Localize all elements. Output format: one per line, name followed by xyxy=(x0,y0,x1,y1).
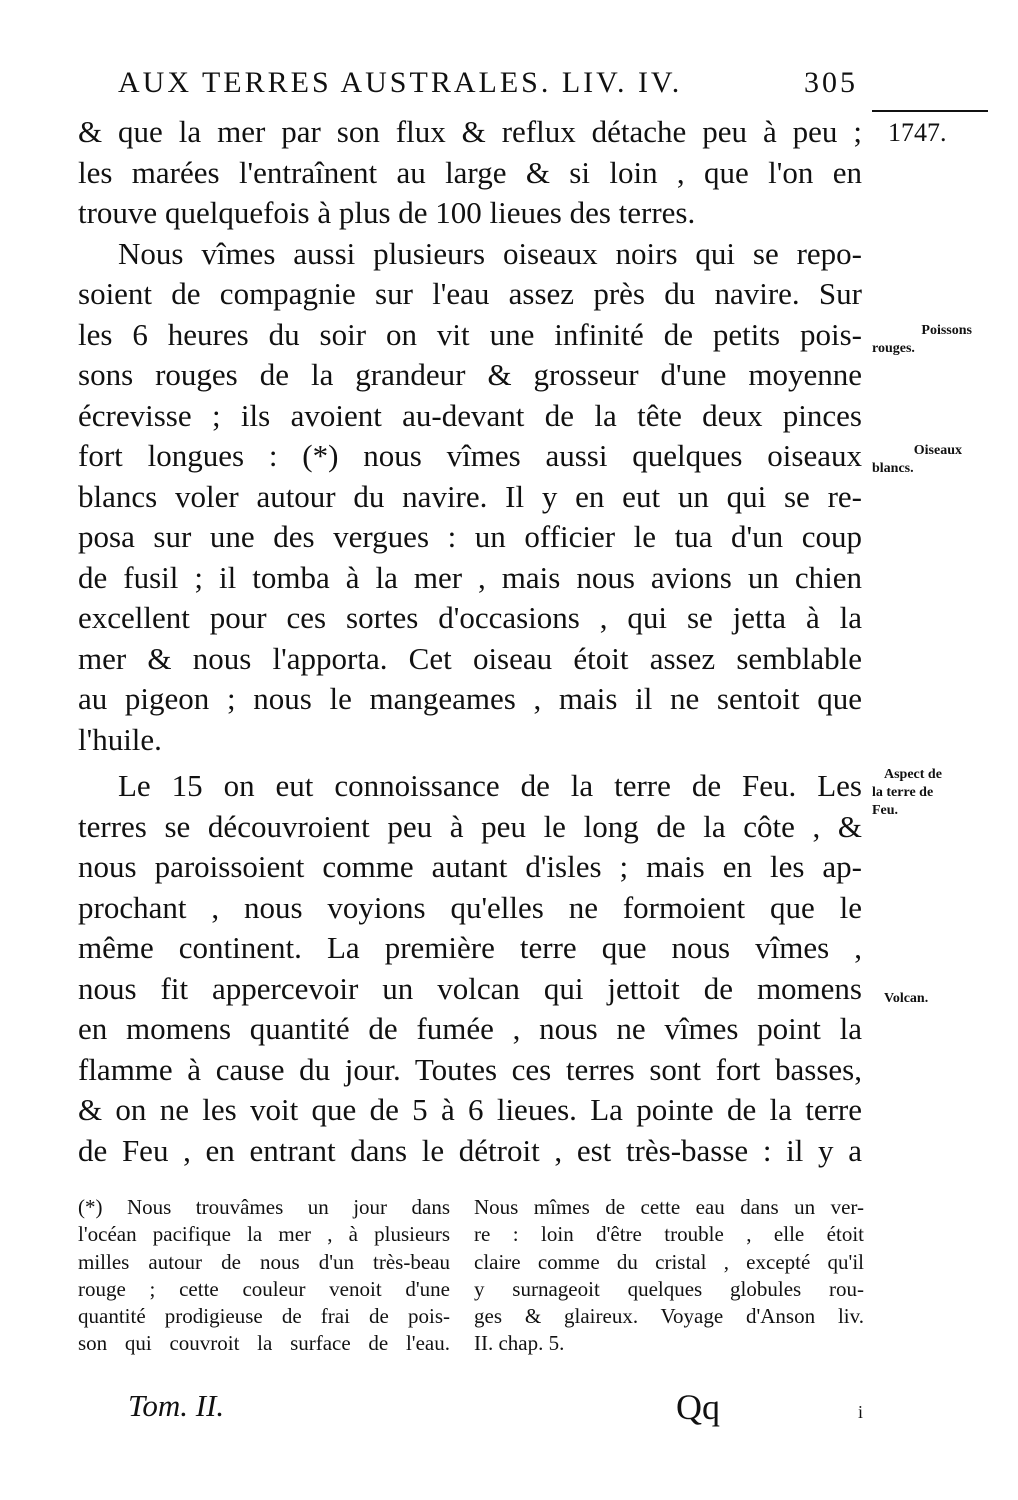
year-rule xyxy=(872,110,988,112)
running-title: AUX TERRES AUSTRALES. LIV. IV. xyxy=(118,66,683,99)
text-line: nous paroissoient comme autant d'isles ; mais en les ap- xyxy=(78,849,862,884)
text-line: & on ne les voit que de 5 à 6 lieues. La pointe de la terre xyxy=(78,1092,862,1127)
footnote-line: II. chap. 5. xyxy=(474,1331,565,1356)
text-line: même continent. La première terre que nous vîmes , xyxy=(78,930,862,965)
footnote-line: claire comme du cristal , excepté qu'il xyxy=(474,1249,864,1274)
footnote-line: ges & glaireux. Voyage d'Anson liv. xyxy=(474,1304,864,1329)
margin-note-line: Aspect de xyxy=(884,767,942,782)
footnote-line: (*) Nous trouvâmes un jour dans xyxy=(78,1195,450,1219)
text-line: de Feu , en entrant dans le détroit , est très-basse : il y a xyxy=(78,1132,862,1168)
text-line: fort longues : (*) nous vîmes aussi quelques oiseaux xyxy=(78,438,862,473)
margin-year: 1747. xyxy=(888,118,947,147)
footnote-line: milles autour de nous d'un très-beau xyxy=(78,1249,450,1274)
stray-mark: i xyxy=(858,1402,864,1422)
margin-note-line: la terre de xyxy=(872,785,934,800)
text-line: l'huile. xyxy=(78,721,162,757)
text-line: posa sur une des vergues : un officier le tua d'un coup xyxy=(78,519,862,554)
footnote-line: son qui couvroit la surface de l'eau. xyxy=(78,1331,450,1356)
footnote-line: rouge ; cette couleur venoit d'une xyxy=(78,1276,450,1301)
text-line: Nous vîmes aussi plusieurs oiseaux noirs qui se repo- xyxy=(118,235,862,271)
text-line: mer & nous l'apporta. Cet oiseau étoit assez semblable xyxy=(78,640,862,676)
footnote-line: l'océan pacifique la mer , à plusieurs xyxy=(78,1222,450,1247)
text-line: au pigeon ; nous le mangeames , mais il ne sentoit que xyxy=(78,681,862,716)
text-line: les marées l'entraînent au large & si loin , que l'on en xyxy=(78,154,862,190)
margin-note-line: rouges. xyxy=(872,341,915,356)
main-text xyxy=(78,112,862,1171)
text-line: Le 15 on eut connoissance de la terre de Feu. Les xyxy=(118,768,862,803)
text-line: & que la mer par son flux & reflux détache peu à peu ; xyxy=(78,114,862,149)
footnote-line: quantité prodigieuse de frai de pois- xyxy=(78,1304,450,1329)
margin-note-line: Volcan. xyxy=(884,991,929,1006)
text-line: en momens quantité de fumée , nous ne vîmes point la xyxy=(78,1011,862,1046)
margin-note-poissons xyxy=(872,322,972,358)
margin-note-aspect xyxy=(872,766,988,820)
page-number: 305 xyxy=(804,66,858,99)
margin-note-line: Oiseaux xyxy=(913,443,962,458)
gathering-mark: Qq xyxy=(676,1387,720,1427)
footnote-column-right xyxy=(474,1194,864,1358)
text-line: sons rouges de la grandeur & grosseur d'une moyenne xyxy=(78,357,862,392)
text-line: blancs voler autour du navire. Il y en eut un qui se re- xyxy=(78,478,862,514)
margin-note-oiseaux xyxy=(872,442,962,478)
text-line: soient de compagnie sur l'eau assez près du navire. Sur xyxy=(78,276,862,311)
footnote-line: Nous mîmes de cette eau dans un ver- xyxy=(474,1195,864,1219)
text-line: nous fit appercevoir un volcan qui jettoit de momens xyxy=(78,970,862,1006)
text-line: prochant , nous voyions qu'elles ne formoient que le xyxy=(78,889,862,925)
margin-note-line: Poissons xyxy=(921,323,972,338)
text-line: terres se découvroient peu à peu le long de la côte , & xyxy=(78,808,862,844)
margin-note-volcan xyxy=(884,990,974,1008)
signature-mark: Tom. II. xyxy=(128,1388,225,1423)
margin-note-line: Feu. xyxy=(872,803,899,818)
text-line: les 6 heures du soir on vit une infinité de petits pois- xyxy=(78,316,862,352)
text-line: écrevisse ; ils avoient au-devant de la tête deux pinces xyxy=(78,397,862,433)
footnote-column-left xyxy=(78,1194,450,1358)
text-line: flamme à cause du jour. Toutes ces terres sont fort basses, xyxy=(78,1051,862,1087)
margin-note-line: blancs. xyxy=(872,461,914,476)
footnote-line: re : loin d'être trouble , elle étoit xyxy=(474,1222,864,1247)
running-header xyxy=(118,66,858,110)
footnote-line: y surnageoit quelques globules rou- xyxy=(474,1276,864,1301)
text-line: trouve quelquefois à plus de 100 lieues des terres. xyxy=(78,195,696,230)
text-line: de fusil ; il tomba à la mer , mais nous avions un chien xyxy=(78,559,862,595)
text-line: excellent pour ces sortes d'occasions , qui se jetta à la xyxy=(78,600,862,635)
